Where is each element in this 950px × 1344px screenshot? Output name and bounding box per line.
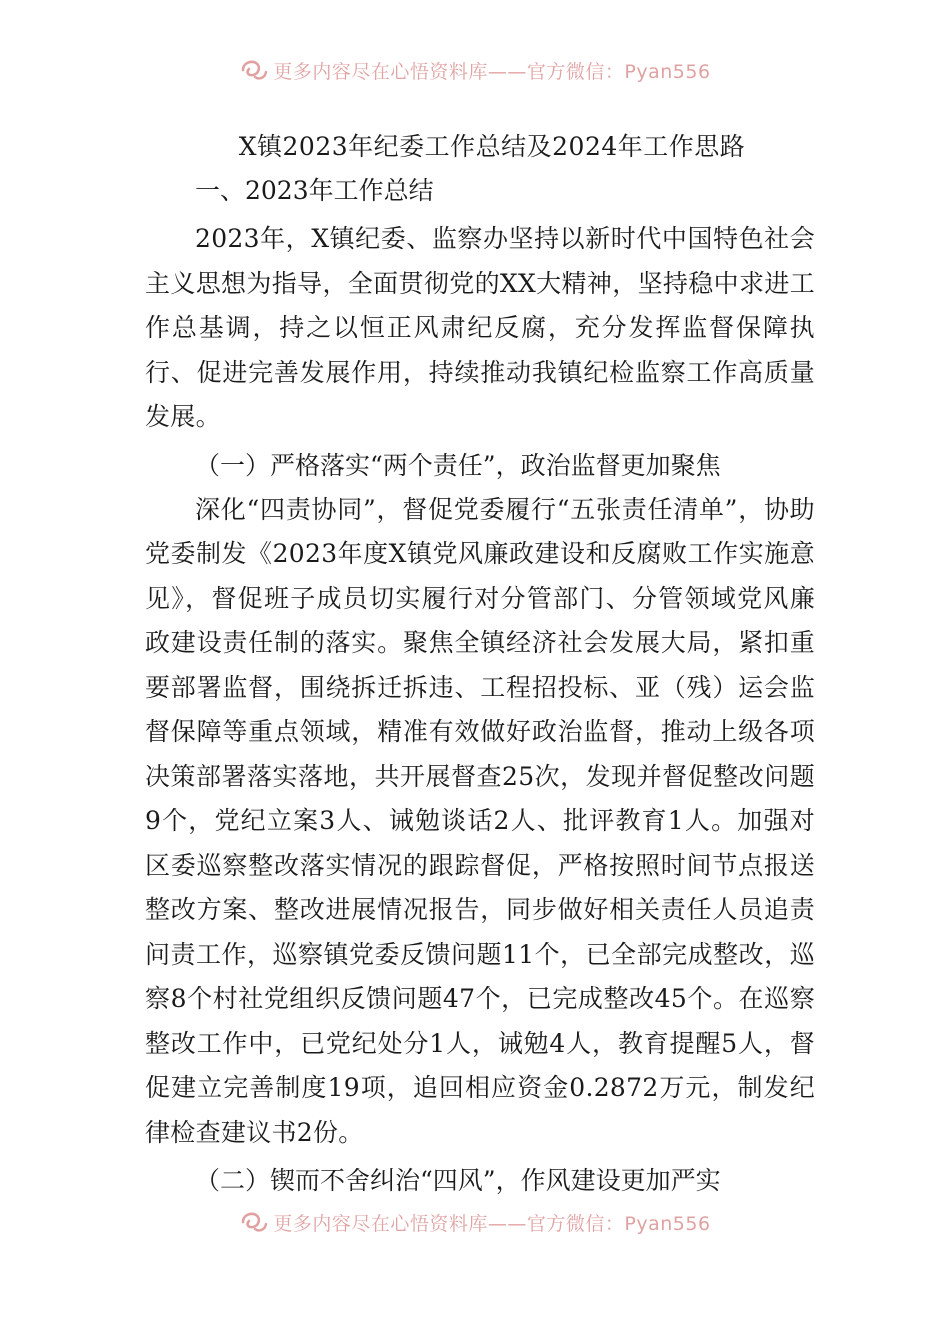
watermark-text: 更多内容尽在心悟资料库——官方微信：Pyan556 [273, 1212, 711, 1235]
watermark-logo-icon [239, 57, 269, 83]
watermark-logo-icon [239, 1209, 269, 1235]
subsection-heading-2: （二）锲而不舍纠治“四风”，作风建设更加严实 [195, 1166, 721, 1195]
intro-paragraph: 2023年，X镇纪委、监察办坚持以新时代中国特色社会主义思想为指导，全面贯彻党的XX大精神，坚持稳中求进工作总基调，持之以恒正风肃纪反腐，充分发挥监督保障执行、促进完善发展作用，持续推动我镇纪检监察工作高质量发展。 [145, 224, 815, 431]
subsection-1-paragraph: 深化“四责协同”，督促党委履行“五张责任清单”，协助党委制发《2023年度X镇党风廉政建设和反腐败工作实施意见》，督促班子成员切实履行对分管部门、分管领域党风廉政建设责任制的落实。聚焦全镇经济社会发展大局，紧扣重要部署监督，围绕拆迁拆违、工程招投标、亚（残）运会监督保障等重点领域，精准有效做好政治监督，推动上级各项决策部署落实落地，共开展督查25次，发现并督促整改问题9个，党纪立案3人、诫勉谈话2人、批评教育1人。加强对区委巡察整改落实情况的跟踪督促，严格按照时间节点报送整改方案、整改进展情况报告，同步做好相关责任人员追责问责工作，巡察镇党委反馈问题11个，已全部完成整改，巡察8个村社党组织反馈问题47个，已完成整改45个。在巡察整改工作中，已党纪处分1人，诫勉4人，教育提醒5人，督促建立完善制度19项，追回相应资金0.2872万元，制发纪律检查建议书2份。 [145, 494, 815, 1147]
subsection-heading-1: （一）严格落实“两个责任”，政治监督更加聚焦 [195, 450, 721, 480]
watermark-text: 更多内容尽在心悟资料库——官方微信：Pyan556 [273, 60, 711, 83]
watermark-banner-bottom [0, 1202, 950, 1242]
section-heading-1: 一、2023年工作总结 [195, 176, 434, 205]
document-title: X镇2023年纪委工作总结及2024年工作思路 [238, 132, 746, 161]
document-body [145, 125, 815, 1203]
watermark-banner-top [0, 50, 950, 90]
